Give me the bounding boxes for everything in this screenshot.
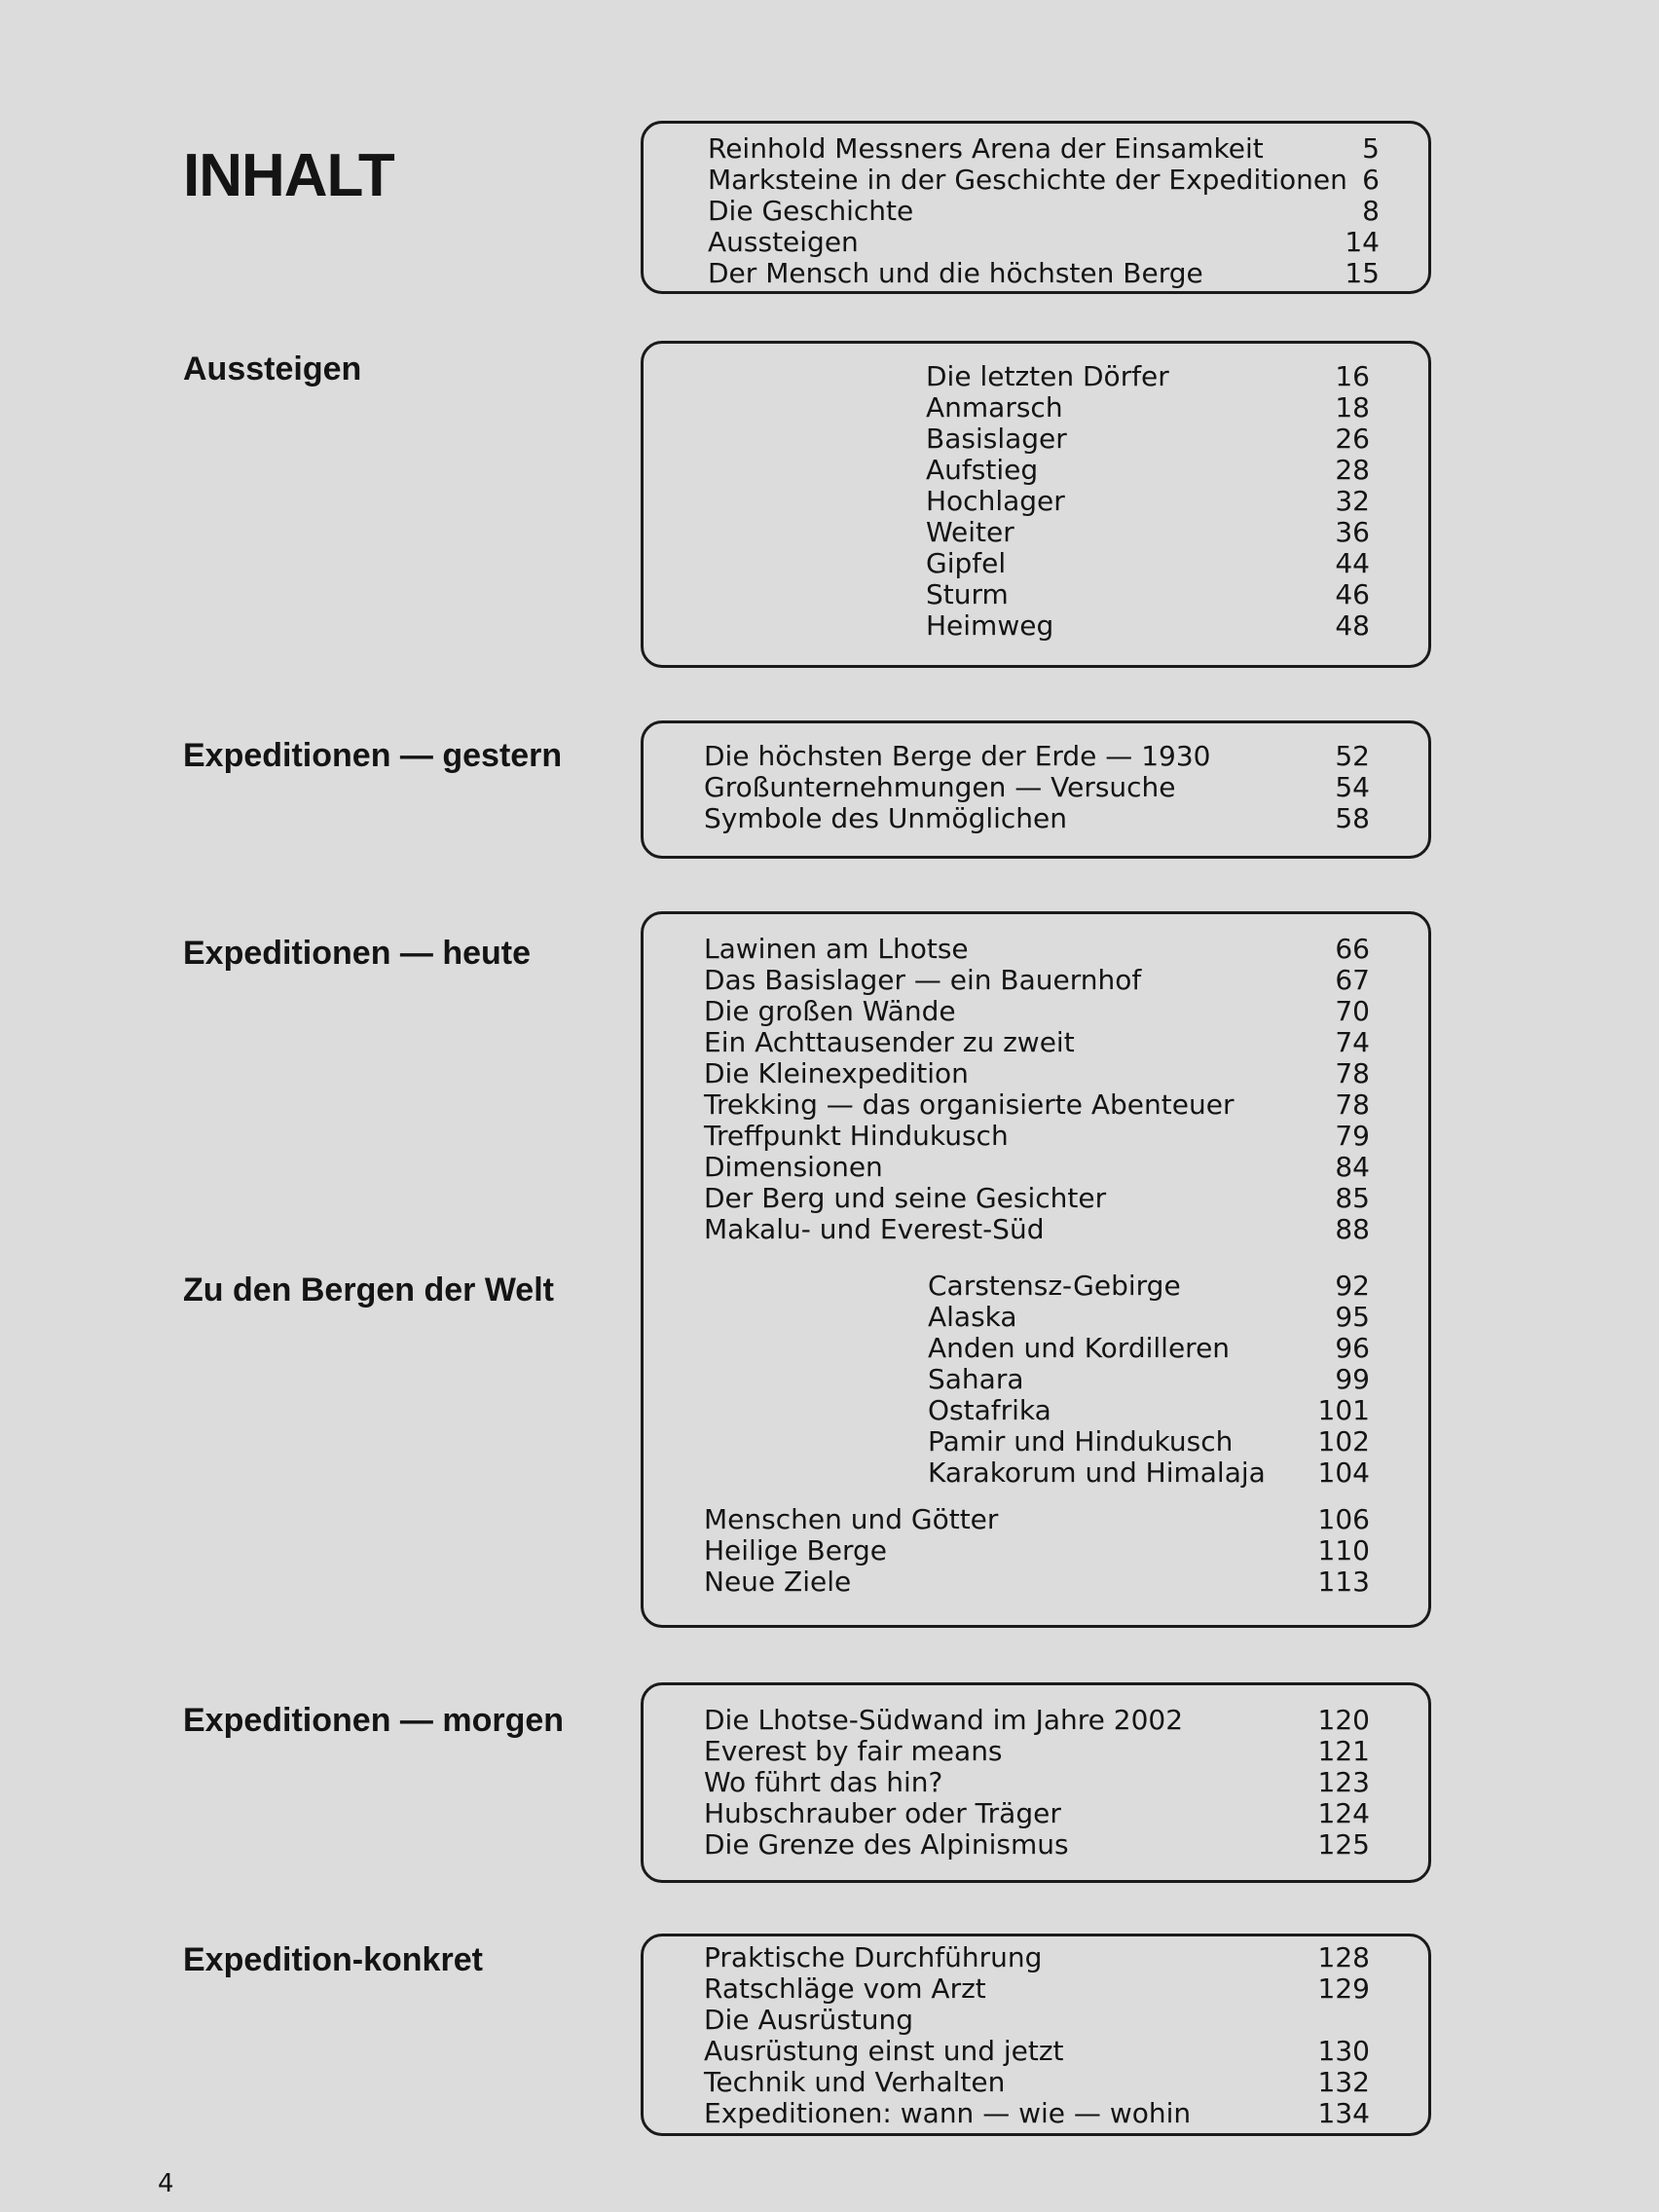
toc-entry[interactable]: Sturm 46 <box>926 578 1370 610</box>
toc-entry[interactable]: Heimweg 48 <box>926 609 1370 642</box>
toc-box-morgen <box>641 1682 1431 1883</box>
toc-entry[interactable]: Die großen Wände 70 <box>704 995 1370 1027</box>
toc-entry[interactable]: Dimensionen 84 <box>704 1151 1370 1183</box>
toc-entry[interactable]: Anmarsch 18 <box>926 391 1370 424</box>
toc-list-welt <box>928 1271 1428 1489</box>
toc-entry[interactable]: Makalu- und Everest-Süd 88 <box>704 1213 1370 1245</box>
toc-entry[interactable]: Die Ausrüstung <box>704 2004 914 2036</box>
toc-box-aussteigen <box>641 341 1431 668</box>
toc-entry[interactable]: Aufstieg 28 <box>926 454 1370 486</box>
toc-entry[interactable]: Menschen und Götter 106 <box>704 1503 1370 1535</box>
toc-box-heute-welt <box>641 911 1431 1628</box>
toc-entry[interactable]: Alaska 95 <box>928 1301 1370 1333</box>
toc-entry[interactable]: Die Geschichte 8 <box>708 195 1380 227</box>
toc-entry[interactable]: Lawinen am Lhotse 66 <box>704 933 1370 965</box>
toc-entry[interactable]: Das Basislager — ein Bauernhof 67 <box>704 964 1370 996</box>
toc-list-konkret <box>704 1942 1428 2129</box>
toc-entry[interactable]: Hochlager 32 <box>926 485 1370 517</box>
toc-list-morgen <box>704 1705 1428 1861</box>
toc-entry[interactable]: Marksteine in der Geschichte der Expeditionen 6 <box>708 164 1380 196</box>
toc-entry[interactable]: Everest by fair means 121 <box>704 1735 1370 1767</box>
toc-box-intro <box>641 121 1431 294</box>
page-title: INHALT <box>183 142 394 209</box>
toc-entry[interactable]: Carstensz-Gebirge 92 <box>928 1270 1370 1302</box>
toc-entry[interactable]: Reinhold Messners Arena der Einsamkeit 5 <box>708 132 1380 165</box>
toc-entry[interactable]: Die Kleinexpedition 78 <box>704 1057 1370 1089</box>
toc-entry[interactable]: Pamir und Hindukusch 102 <box>928 1425 1370 1457</box>
section-label-heute: Expeditionen — heute <box>183 935 532 972</box>
toc-list-welt-more <box>704 1504 1428 1598</box>
toc-entry[interactable]: Ein Achttausender zu zweit 74 <box>704 1026 1370 1058</box>
toc-entry[interactable]: Hubschrauber oder Träger 124 <box>704 1797 1370 1829</box>
toc-box-konkret <box>641 1934 1431 2136</box>
section-label-gestern: Expeditionen — gestern <box>183 737 563 774</box>
toc-entry[interactable]: Heilige Berge 110 <box>704 1534 1370 1567</box>
toc-entry[interactable]: Die letzten Dörfer 16 <box>926 360 1370 392</box>
toc-entry[interactable]: Ausrüstung einst und jetzt 130 <box>704 2035 1370 2067</box>
toc-entry[interactable]: Weiter 36 <box>926 516 1370 548</box>
toc-entry[interactable]: Anden und Kordilleren 96 <box>928 1332 1370 1364</box>
toc-entry[interactable]: Basislager 26 <box>926 423 1370 455</box>
toc-entry[interactable]: Aussteigen 14 <box>708 226 1380 258</box>
toc-entry[interactable]: Ratschläge vom Arzt 129 <box>704 1972 1370 2005</box>
toc-entry[interactable]: Gipfel 44 <box>926 547 1370 579</box>
toc-box-gestern <box>641 720 1431 859</box>
toc-entry[interactable]: Sahara 99 <box>928 1363 1370 1395</box>
toc-entry[interactable]: Die Grenze des Alpinismus 125 <box>704 1828 1370 1861</box>
toc-entry[interactable]: Die Lhotse-Südwand im Jahre 2002 120 <box>704 1704 1370 1736</box>
toc-entry[interactable]: Expeditionen: wann — wie — wohin 134 <box>704 2097 1370 2129</box>
section-label-aussteigen: Aussteigen <box>183 350 362 387</box>
toc-entry[interactable]: Treffpunkt Hindukusch 79 <box>704 1120 1370 1152</box>
toc-list-gestern <box>704 741 1428 834</box>
toc-entry[interactable]: Karakorum und Himalaja 104 <box>928 1456 1370 1489</box>
toc-entry[interactable]: Der Mensch und die höchsten Berge 15 <box>708 257 1380 289</box>
toc-entry[interactable]: Ostafrika 101 <box>928 1394 1370 1426</box>
section-label-welt: Zu den Bergen der Welt <box>183 1272 554 1309</box>
section-label-konkret: Expedition-konkret <box>183 1941 483 1978</box>
section-label-morgen: Expeditionen — morgen <box>183 1702 565 1739</box>
page-number: 4 <box>158 2169 174 2198</box>
toc-entry[interactable]: Symbole des Unmöglichen 58 <box>704 802 1370 834</box>
toc-entry[interactable]: Trekking — das organisierte Abenteuer 78 <box>704 1088 1370 1121</box>
toc-entry[interactable]: Technik und Verhalten 132 <box>704 2066 1370 2098</box>
toc-list-intro <box>708 133 1438 289</box>
toc-entry[interactable]: Der Berg und seine Gesichter 85 <box>704 1182 1370 1214</box>
toc-entry[interactable]: Die höchsten Berge der Erde — 1930 52 <box>704 740 1370 772</box>
toc-list-heute <box>704 934 1428 1245</box>
toc-list-aussteigen <box>926 361 1428 642</box>
toc-entry[interactable]: Praktische Durchführung 128 <box>704 1941 1370 1973</box>
toc-entry[interactable]: Wo führt das hin? 123 <box>704 1766 1370 1798</box>
toc-entry[interactable]: Neue Ziele 113 <box>704 1566 1370 1598</box>
toc-entry[interactable]: Großunternehmungen — Versuche 54 <box>704 771 1370 803</box>
